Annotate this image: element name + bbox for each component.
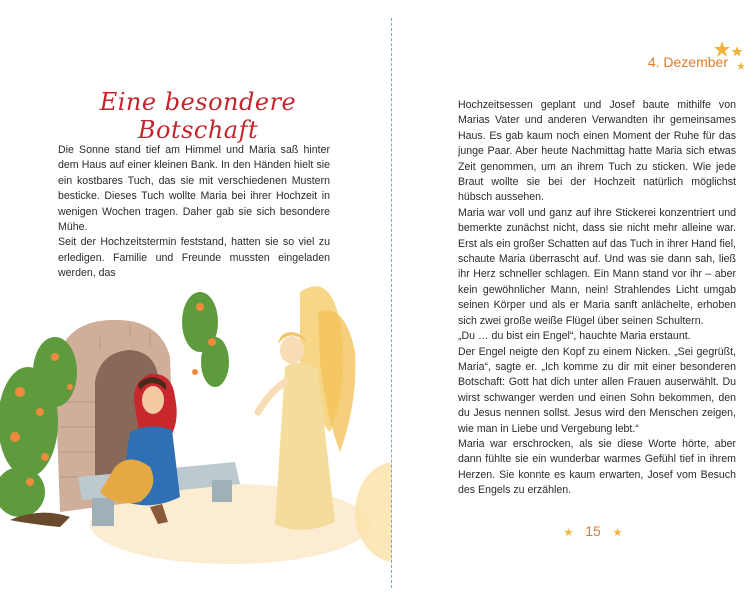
- illustration-mary-and-angel: [0, 262, 392, 592]
- paragraph: Seit der Hochzeitstermin feststand, hatten sie so viel zu erledigen. Familie und Freunde mussten eingeladen werden, das: [58, 236, 330, 280]
- paragraph: Maria war erschrocken, als sie diese Worte hörte, aber dann fühlte sie ein wunderbar warmes Gefühl tief in ihrem Herzen. Sie konnte es kaum erwarten, Josef vom Besuch des Engels zu erzählen.: [458, 437, 736, 497]
- page-number-footer: [558, 523, 628, 539]
- story-title: Eine besondere Botschaft: [99, 88, 297, 144]
- right-body-text: [458, 98, 736, 499]
- paragraph: „Du … du bist ein Engel“, hauchte Maria erstaunt.: [458, 330, 691, 343]
- page-fold-line: [391, 18, 392, 588]
- right-page: [393, 0, 755, 604]
- page-number: 15: [585, 523, 601, 539]
- star-icon: ★: [563, 527, 574, 539]
- left-body-text: [58, 143, 330, 282]
- paragraph: Hochzeitsessen geplant und Josef baute mithilfe von Marias Vater und anderen Verwandten ihr gemeinsames Haus. Es gab kaum noch einen Moment der Ruhe für das junge Paar. Aber heute Nachmittag hatte Maria sich etwas Zeit genommen, um an ihrem Tuch zu sticken. Wie jede Braut wollte sie bei der Hochzeit natürlich möglichst hübsch aussehen.: [458, 99, 736, 204]
- paragraph: Die Sonne stand tief am Himmel und Maria saß hinter dem Haus auf einer kleinen Bank. In den Händen hielt sie ein kostbares Tuch, das sie mit verschiedenen Mustern besticke. Dieses Tuch wollte Maria bei ihrer Hochzeit in wenigen Wochen tragen. Daher gab sie sich besondere Mühe.: [58, 144, 330, 234]
- chapter-date: 4. Dezember: [647, 54, 728, 70]
- star-icon: ★: [612, 527, 623, 539]
- paragraph: Maria war voll und ganz auf ihre Stickerei konzentriert und bemerkte zunächst nicht, dass sie nicht mehr alleine war. Erst als ein großer Schatten auf das Tuch in ihrer Hand fiel, schaute Maria überrascht auf. Und was sie dann sah, ließ ihr Herz schneller schlagen. Ein Mann stand vor ihr – aber kein gewöhnlicher Mann, nein! Strahlendes Licht umgab seinen Körper und als er Maria sanft anlächelte, erhoben sich zwei große weiße Flügel über seinen Schultern.: [458, 206, 736, 327]
- paragraph: Der Engel neigte den Kopf zu einem Nicken. „Sei gegrüßt, Maria“, sagte er. „Ich komme zu dir mit einer besonderen Botschaft: Gott hat dich unter allen Frauen auserwählt. Du wirst schwanger werden und einen Sohn bekommen, den du Jesus nennen sollst. Jesus wird den Menschen zeigen, wie man in Liebe und Vergebung lebt.“: [458, 345, 736, 435]
